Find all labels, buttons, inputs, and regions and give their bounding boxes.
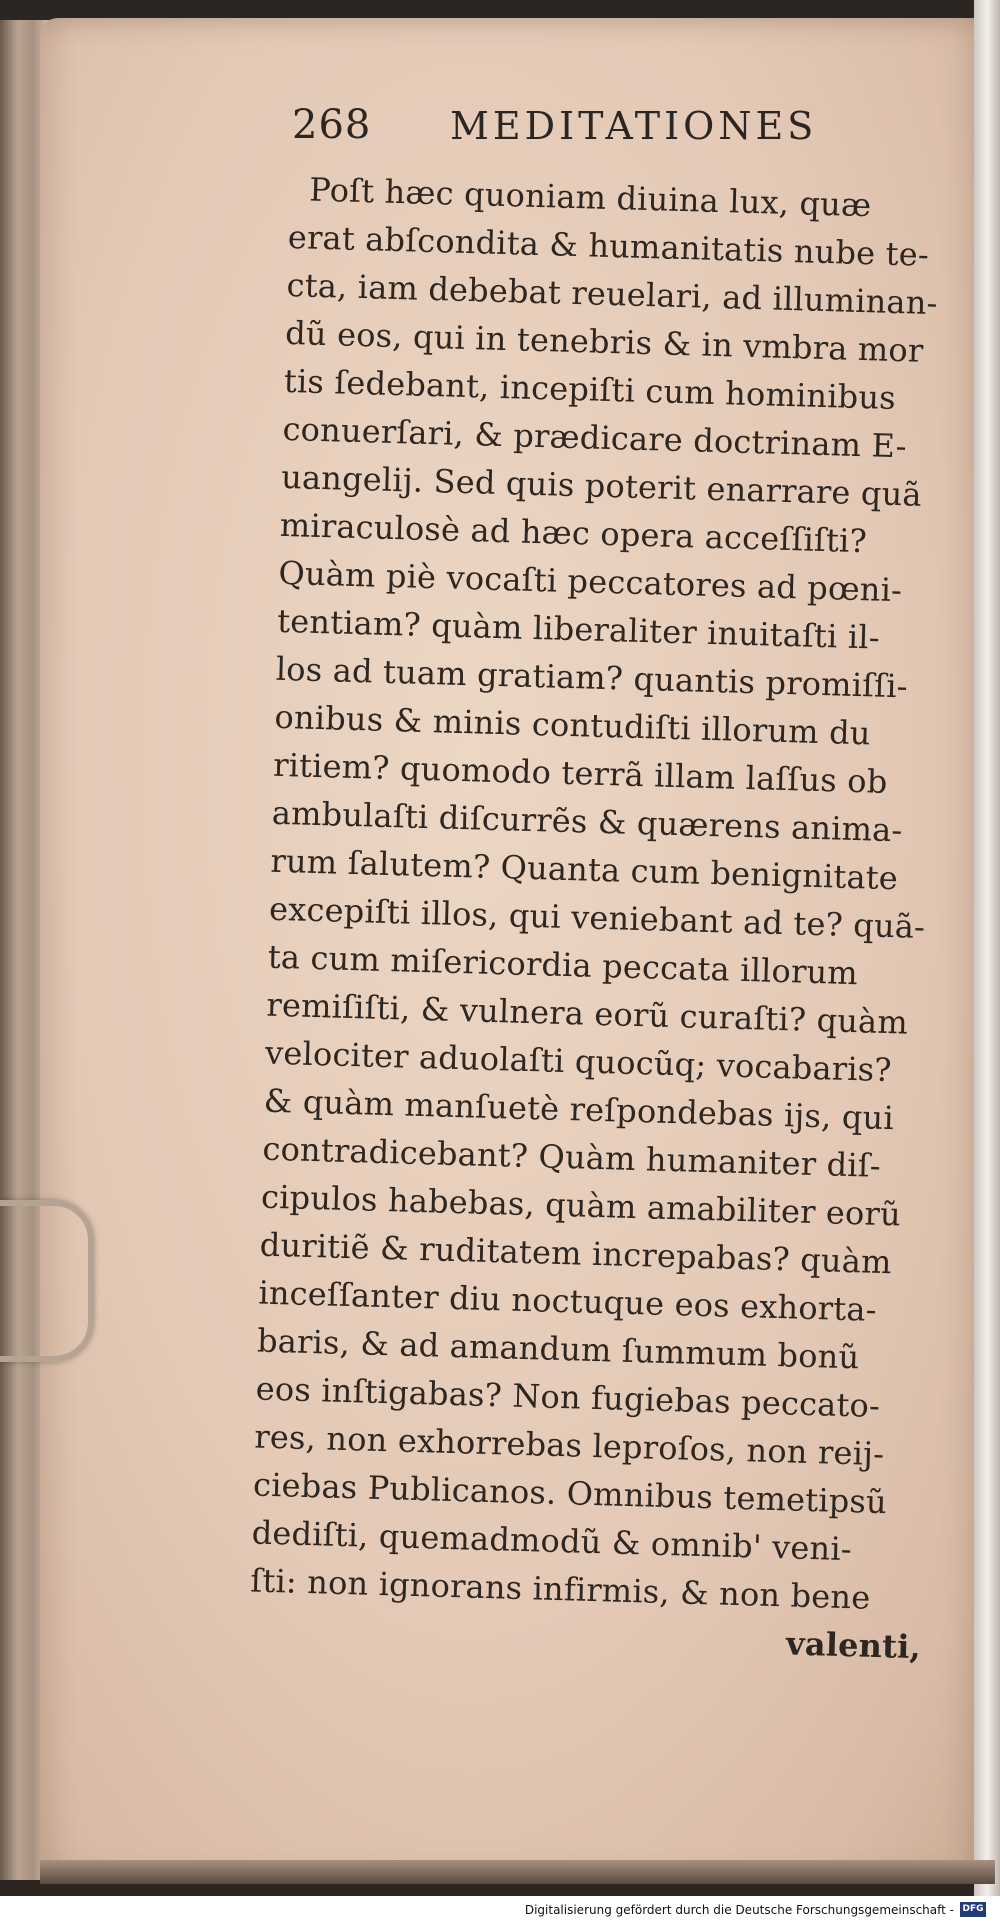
text-line: dediſti, quemadmodũ & omnib' veni- (251, 1513, 853, 1569)
digitization-footer (0, 1896, 1000, 1924)
page-header (292, 98, 852, 158)
text-line: Quàm piè vocaſti peccatores ad pœni- (278, 553, 903, 610)
text-line: remiſiſti, & vulnera eorũ curaſti? quàm (266, 985, 909, 1042)
text-line: tis ſedebant, incepiſti cum hominibus (283, 361, 897, 417)
text-line: cipulos habebas, quàm amabiliter eorũ (260, 1177, 902, 1234)
text-line: excepiſti illos, qui veniebant ad te? quã- (268, 889, 926, 947)
text-line: erat abſcondita & humanitatis nube te- (287, 217, 930, 274)
text-line: contradicebant? Quàm humaniter diſ- (261, 1129, 882, 1185)
text-line: velociter aduolaſti quocũq; vocabaris? (264, 1033, 893, 1090)
right-binding-strip (974, 0, 1000, 1896)
text-line: duritiẽ & ruditatem increpabas? quàm (259, 1225, 893, 1282)
catchword: valenti, (785, 1624, 922, 1667)
text-line: ciebas Publicanos. Omnibus temetipsũ (252, 1465, 888, 1522)
running-title: MEDITATIONES (450, 104, 818, 148)
text-line: ritiem? quomodo terrã illam laſſus ob (272, 745, 888, 801)
text-line: los ad tuam gratiam? quantis promiſſi- (275, 649, 909, 706)
dfg-logo: DFG (960, 1902, 986, 1917)
text-line: ta cum miſericordia peccata illorum (267, 937, 859, 993)
page-bottom-shadow (40, 1860, 995, 1884)
funding-credit: Digitalisierung gefördert durch die Deutsche Forschungsgemeinschaft - (524, 1903, 954, 1917)
text-line: cta, iam debebat reuelari, ad illuminan- (286, 265, 939, 323)
text-line: tentiam? quàm liberaliter inuitaſti il- (276, 601, 881, 657)
text-line: res, non exhorrebas leproſos, non reij- (253, 1417, 885, 1474)
book-clasp (0, 1200, 94, 1362)
text-line: ſti: non ignorans infirmis, & non bene (249, 1561, 871, 1617)
text-line: ambulaſti diſcurrẽs & quærens anima- (271, 793, 903, 850)
text-line: conuerſari, & prædicare doctrinam E- (282, 409, 908, 466)
page-number: 268 (292, 102, 372, 148)
text-line: eos inſtigabas? Non fugiebas peccato- (255, 1369, 881, 1425)
text-line: rum ſalutem? Quanta cum benignitate (270, 841, 899, 898)
text-line: Poſt hæc quoniam diuina lux, quæ (308, 170, 872, 225)
text-line: miraculosè ad hæc opera acceſſiſti? (279, 505, 868, 561)
text-line: uangelij. Sed quis poterit enarrare quã (280, 457, 923, 514)
text-line: baris, & ad amandum ſummum bonũ (256, 1321, 860, 1377)
text-line: dũ eos, qui in tenebris & in vmbra mor (284, 313, 924, 370)
text-line: & quàm manſuetè reſpondebas ijs, qui (263, 1081, 895, 1138)
body-text (248, 165, 969, 1671)
text-line: inceſſanter diu noctuque eos exhorta- (257, 1273, 878, 1329)
text-line: onibus & minis contudiſti illorum du (274, 697, 872, 753)
